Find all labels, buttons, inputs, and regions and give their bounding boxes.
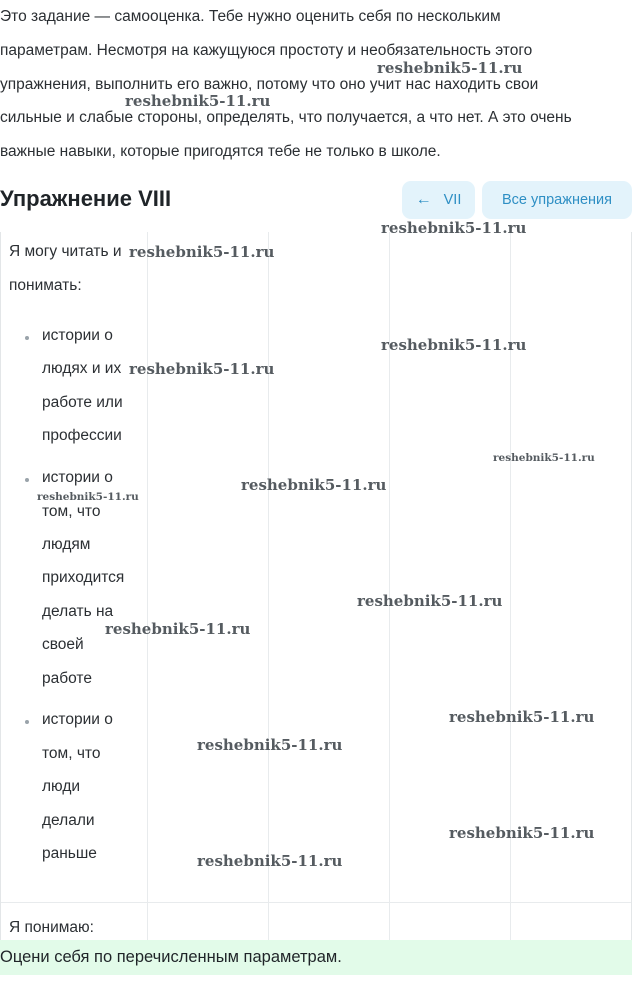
list-item: работе (42, 670, 92, 687)
list-item: истории о (42, 711, 113, 728)
row-label: понимать: (9, 277, 82, 294)
watermark: reshebnik5-11.ru (129, 243, 275, 261)
watermark: reshebnik5-11.ru (381, 336, 527, 354)
list-item: людях и их (42, 360, 122, 377)
list-item: том, что (42, 503, 101, 520)
intro-line: сильные и слабые стороны, определять, что получается, а что нет. А это очень (0, 109, 572, 126)
row-divider (1, 902, 631, 903)
watermark: reshebnik5-11.ru (197, 852, 343, 870)
column-divider (147, 232, 148, 941)
list-item: людям (42, 536, 91, 553)
list-item: делать на (42, 603, 114, 620)
watermark: reshebnik5-11.ru (105, 620, 251, 638)
watermark: reshebnik5-11.ru (449, 824, 595, 842)
exercise-title: Упражнение VIII (0, 186, 172, 211)
instruction-text: Оцени себя по перечисленным параметрам. (0, 948, 342, 966)
watermark: reshebnik5-11.ru (381, 219, 527, 237)
list-item: истории о (42, 327, 113, 344)
row-label: Я понимаю: (9, 919, 94, 936)
list-item: профессии (42, 427, 122, 444)
list-item: работе или (42, 394, 123, 411)
watermark: reshebnik5-11.ru (449, 708, 595, 726)
list-item: истории о (42, 469, 113, 486)
row-label: Я могу читать и (9, 243, 122, 260)
column-divider (268, 232, 269, 941)
bullet-marker (25, 720, 29, 724)
list-item: делали (42, 812, 95, 829)
watermark: reshebnik5-11.ru (357, 592, 503, 610)
list-item: люди (42, 778, 81, 795)
intro-line: упражнения, выполнить его важно, потому что оно учит нас находить свои (0, 76, 539, 93)
watermark: reshebnik5-11.ru (129, 360, 275, 378)
intro-line: параметрам. Несмотря на кажущуюся простоту и необязательность этого (0, 42, 533, 59)
previous-exercise-button[interactable] (402, 181, 475, 219)
bullet-marker (25, 478, 29, 482)
list-item: своей (42, 636, 84, 653)
list-item: приходится (42, 569, 125, 586)
intro-line: Это задание — самооценка. Тебе нужно оценить себя по нескольким (0, 8, 501, 25)
watermark: reshebnik5-11.ru (37, 491, 139, 503)
bullet-marker (25, 336, 29, 340)
watermark: reshebnik5-11.ru (377, 59, 523, 77)
watermark: reshebnik5-11.ru (125, 92, 271, 110)
watermark: reshebnik5-11.ru (493, 452, 595, 464)
list-item: раньше (42, 845, 97, 862)
previous-exercise-label: VII (443, 192, 462, 208)
list-item: том, что (42, 745, 101, 762)
arrow-left-icon: ← (415, 191, 432, 208)
intro-line: важные навыки, которые пригодятся тебе не только в школе. (0, 143, 441, 160)
instruction-banner (0, 940, 632, 975)
all-exercises-button[interactable]: Все упражнения (482, 181, 632, 219)
watermark: reshebnik5-11.ru (241, 476, 387, 494)
watermark: reshebnik5-11.ru (197, 736, 343, 754)
